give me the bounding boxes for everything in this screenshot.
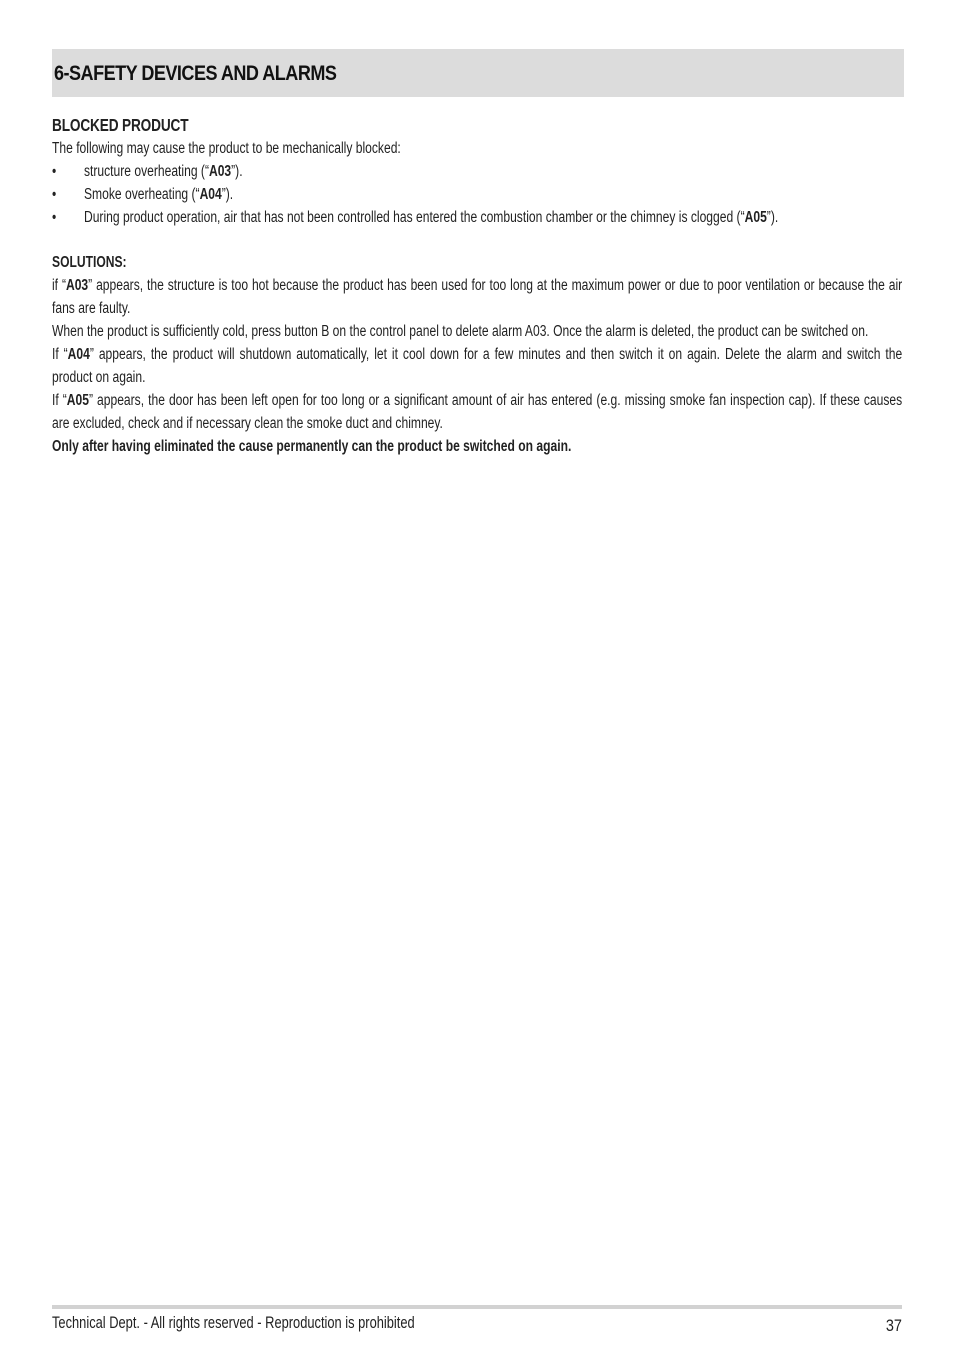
final-warning: Only after having eliminated the cause permanently can the product be switched on again.: [52, 438, 572, 455]
list-item: [52, 160, 902, 183]
alarm-code: A03: [65, 277, 89, 294]
paragraph-text: If “: [52, 346, 68, 363]
list-item: [52, 206, 902, 229]
list-item-text: ”).: [221, 186, 234, 203]
alarm-code: A05: [66, 392, 89, 409]
footer-divider: [52, 1305, 902, 1309]
paragraph-text: ” appears, the structure is too hot because the product has been used for too long at the maximum power or due to poor ventilation or because the air fans are faulty.: [52, 277, 903, 317]
page-number: 37: [885, 1316, 902, 1335]
section-title: 6-SAFETY DEVICES AND ALARMS: [54, 62, 337, 85]
solution-a04: [52, 343, 902, 389]
blocked-causes-list: [52, 160, 902, 229]
footer-copyright: Technical Dept. - All rights reserved - Reproduction is prohibited: [52, 1314, 415, 1332]
list-item-text: ”).: [766, 209, 779, 226]
paragraph-text: ” appears, the door has been left open for too long or a significant amount of air has entered (e.g. missing smoke fan inspection cap). If these causes are excluded, check and if necessary clean the smoke duct and chimney.: [52, 392, 903, 432]
list-item-text: During product operation, air that has not been controlled has entered the combustion chamber or the chimney is clogged (“: [83, 209, 745, 226]
spacer: [52, 229, 902, 251]
list-item-text: ”).: [231, 163, 243, 180]
alarm-code: A04: [67, 346, 90, 363]
bullet-icon: •: [52, 186, 57, 203]
solutions-heading: SOLUTIONS:: [52, 254, 127, 271]
solution-a03-reset: When the product is sufficiently cold, press button B on the control panel to delete alarm A03. Once the alarm is deleted, the product can be switched on.: [52, 323, 869, 340]
content-text-block: [52, 114, 902, 458]
list-item: [52, 183, 902, 206]
paragraph-text: If “: [52, 392, 67, 409]
solution-a03: [52, 274, 902, 320]
bullet-icon: •: [52, 209, 57, 226]
bullet-icon: •: [52, 163, 57, 180]
list-item-text: Smoke overheating (“: [83, 186, 200, 203]
blocked-product-intro: The following may cause the product to be mechanically blocked:: [52, 140, 401, 157]
paragraph-text: ” appears, the product will shutdown automatically, let it cool down for a few minutes and then switch it on again. Delete the alarm and switch the product on again.: [52, 346, 903, 386]
content-area: [52, 114, 902, 458]
blocked-product-heading: BLOCKED PRODUCT: [52, 115, 189, 135]
alarm-code: A04: [199, 186, 222, 203]
paragraph-text: if “: [52, 277, 66, 294]
solution-a05: [52, 389, 902, 435]
alarm-code: A05: [744, 209, 767, 226]
alarm-code: A03: [208, 163, 232, 180]
list-item-text: structure overheating (“: [83, 163, 209, 180]
section-header-bar: [52, 49, 904, 97]
